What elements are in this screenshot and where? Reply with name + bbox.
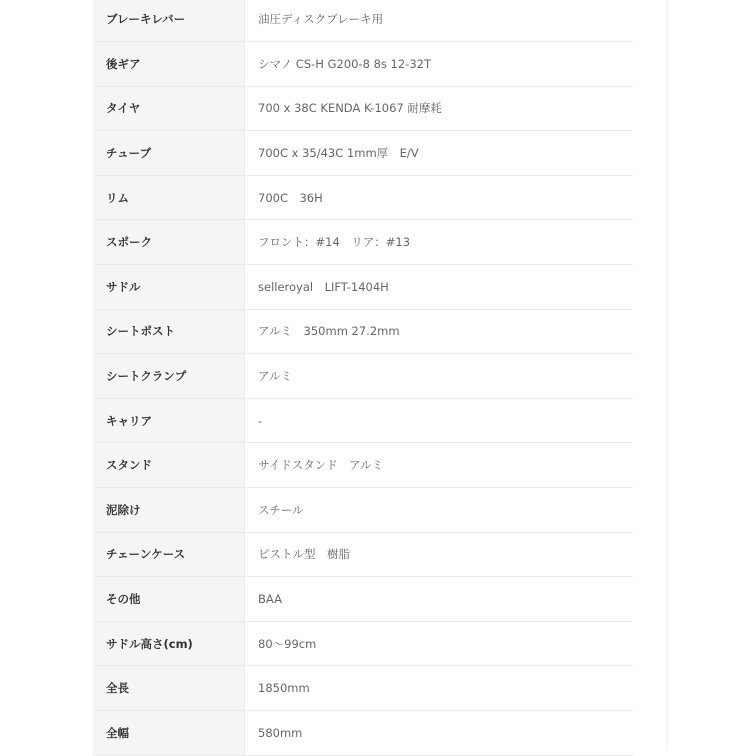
spec-label-rear-gear: 後ギア: [93, 42, 245, 87]
table-row: [93, 532, 633, 577]
spec-label-seatpost: シートポスト: [93, 309, 245, 354]
spec-value-other: BAA: [245, 577, 634, 622]
spec-value-rim: 700C 36H: [245, 175, 634, 220]
table-row: [93, 42, 633, 87]
table-row: [93, 577, 633, 622]
spec-label-saddle: サドル: [93, 265, 245, 310]
spec-value-stand: サイドスタンド アルミ: [245, 443, 634, 488]
spec-table: [93, 0, 633, 756]
table-row: [93, 488, 633, 533]
table-row: [93, 711, 633, 756]
spec-value-carrier: -: [245, 398, 634, 443]
spec-value-fender: スチール: [245, 488, 634, 533]
spec-label-chain-case: チェーンケース: [93, 532, 245, 577]
spec-value-total-width: 580mm: [245, 711, 634, 756]
table-row: [93, 265, 633, 310]
spec-value-saddle: selleroyal LIFT-1404H: [245, 265, 634, 310]
table-row: [93, 666, 633, 711]
spec-label-fender: 泥除け: [93, 488, 245, 533]
table-row: [93, 398, 633, 443]
spec-label-carrier: キャリア: [93, 398, 245, 443]
spec-label-stand: スタンド: [93, 443, 245, 488]
table-row: [93, 175, 633, 220]
spec-value-rear-gear: シマノ CS-H G200-8 8s 12-32T: [245, 42, 634, 87]
page-edge-divider: [667, 0, 668, 750]
spec-label-tire: タイヤ: [93, 86, 245, 131]
table-row: [93, 220, 633, 265]
spec-value-spoke: フロント：#14 リア：#13: [245, 220, 634, 265]
spec-label-spoke: スポーク: [93, 220, 245, 265]
table-row: [93, 0, 633, 42]
spec-label-tube: チューブ: [93, 131, 245, 176]
spec-label-other: その他: [93, 577, 245, 622]
spec-value-seat-clamp: アルミ: [245, 354, 634, 399]
table-row: [93, 131, 633, 176]
spec-value-total-length: 1850mm: [245, 666, 634, 711]
table-row: [93, 354, 633, 399]
spec-value-tire: 700 x 38C KENDA K-1067 耐摩耗: [245, 86, 634, 131]
spec-value-saddle-height: 80～99cm: [245, 621, 634, 666]
table-row: [93, 309, 633, 354]
spec-label-brake-lever: ブレーキレバー: [93, 0, 245, 42]
table-row: [93, 443, 633, 488]
spec-value-seatpost: アルミ 350mm 27.2mm: [245, 309, 634, 354]
spec-label-seat-clamp: シートクランプ: [93, 354, 245, 399]
spec-label-rim: リム: [93, 175, 245, 220]
spec-label-total-length: 全長: [93, 666, 245, 711]
spec-label-total-width: 全幅: [93, 711, 245, 756]
table-row: [93, 86, 633, 131]
table-row: [93, 621, 633, 666]
spec-table-body: [93, 0, 633, 755]
spec-value-brake-lever: 油圧ディスクブレーキ用: [245, 0, 634, 42]
spec-value-tube: 700C x 35/43C 1mm厚 E/V: [245, 131, 634, 176]
spec-value-chain-case: ピストル型 樹脂: [245, 532, 634, 577]
spec-label-saddle-height: サドル高さ(cm): [93, 621, 245, 666]
